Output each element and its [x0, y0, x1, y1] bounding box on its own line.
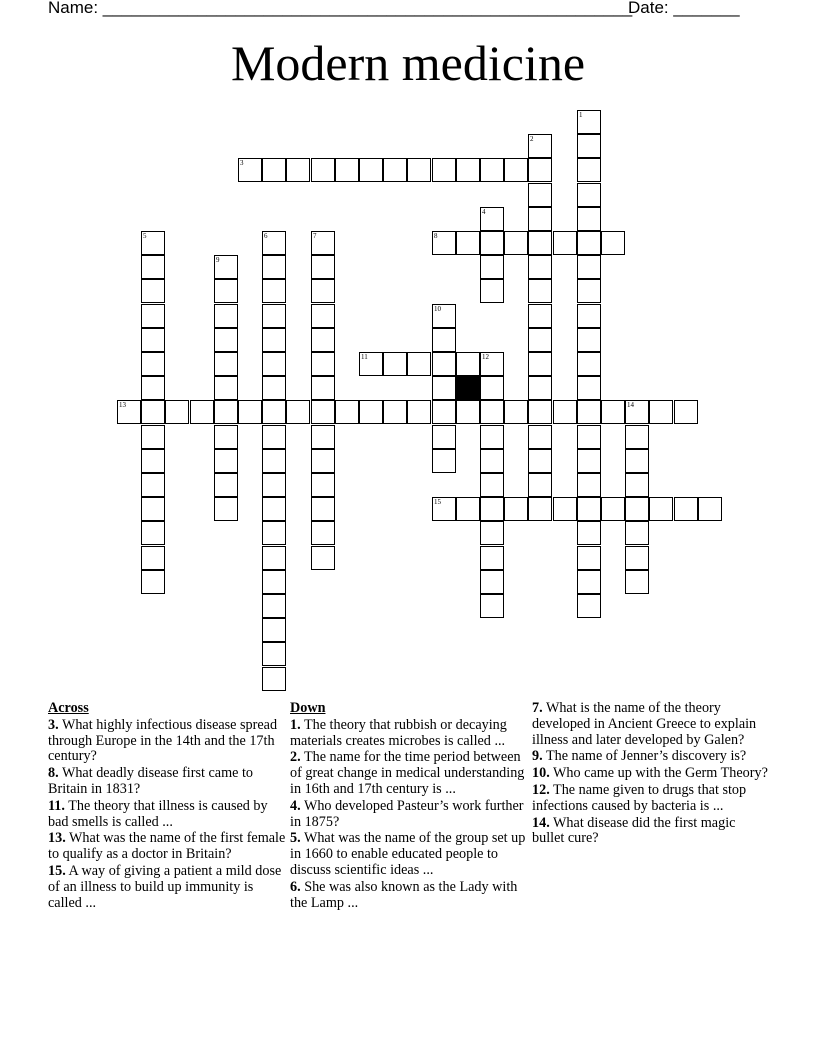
grid-cell[interactable]	[577, 376, 601, 400]
grid-cell[interactable]	[577, 183, 601, 207]
grid-cell[interactable]	[528, 376, 552, 400]
grid-cell[interactable]	[214, 425, 238, 449]
grid-cell[interactable]	[528, 231, 552, 255]
grid-cell[interactable]	[141, 304, 165, 328]
grid-cell[interactable]	[432, 304, 456, 328]
clue-number: 2	[530, 135, 534, 143]
clue-number: 7	[313, 232, 317, 240]
grid-cell[interactable]	[577, 546, 601, 570]
grid-cell[interactable]	[456, 158, 480, 182]
grid-cell[interactable]	[311, 376, 335, 400]
grid-cell[interactable]	[577, 473, 601, 497]
down-clue-1: 1. The theory that rubbish or decaying materials creates microbes is called ...	[290, 716, 507, 749]
grid-cell[interactable]	[311, 546, 335, 570]
grid-cell[interactable]	[528, 449, 552, 473]
grid-cell[interactable]	[649, 400, 673, 424]
grid-cell[interactable]	[262, 449, 286, 473]
grid-cell[interactable]	[238, 158, 262, 182]
grid-cell[interactable]	[528, 425, 552, 449]
grid-cell[interactable]	[262, 521, 286, 545]
grid-cell[interactable]	[601, 497, 625, 521]
grid-cell[interactable]	[577, 521, 601, 545]
down-heading: Down	[290, 700, 326, 716]
grid-cell[interactable]	[311, 352, 335, 376]
down-clue-5: 5. What was the name of the group set up in 1660 to enable educated people to discuss scientific ideas ...	[290, 830, 526, 878]
grid-cell[interactable]	[577, 279, 601, 303]
grid-cell[interactable]	[214, 352, 238, 376]
grid-cell[interactable]	[214, 400, 238, 424]
grid-cell[interactable]	[141, 497, 165, 521]
grid-cell[interactable]	[528, 255, 552, 279]
grid-cell[interactable]	[262, 328, 286, 352]
grid-cell[interactable]	[456, 352, 480, 376]
grid-cell[interactable]	[359, 158, 383, 182]
grid-cell[interactable]	[577, 158, 601, 182]
grid-cell[interactable]	[577, 449, 601, 473]
grid-cell[interactable]	[577, 352, 601, 376]
grid-cell[interactable]	[141, 546, 165, 570]
grid-cell[interactable]	[528, 183, 552, 207]
grid-cell[interactable]	[262, 400, 286, 424]
grid-cell[interactable]	[141, 279, 165, 303]
clue-number: 3	[240, 159, 244, 167]
grid-cell[interactable]	[577, 304, 601, 328]
clue-number: 9	[216, 256, 220, 264]
grid-cell[interactable]	[117, 400, 141, 424]
grid-cell[interactable]	[311, 279, 335, 303]
across-clues	[48, 701, 286, 912]
grid-cell[interactable]	[141, 328, 165, 352]
grid-cell[interactable]	[625, 473, 649, 497]
grid-cell[interactable]	[383, 352, 407, 376]
across-clue-11: 11. The theory that illness is caused by bad smells is called ...	[48, 797, 268, 830]
grid-cell[interactable]	[577, 255, 601, 279]
grid-cell[interactable]	[262, 279, 286, 303]
grid-cell[interactable]	[335, 400, 359, 424]
grid-cell[interactable]	[311, 425, 335, 449]
grid-cell[interactable]	[480, 497, 504, 521]
grid-cell[interactable]	[480, 594, 504, 618]
black-square	[456, 376, 480, 400]
down-clue-12: 12. The name given to drugs that stop infections caused by bacteria is ...	[532, 781, 747, 814]
grid-cell[interactable]	[553, 497, 577, 521]
grid-cell[interactable]	[432, 231, 456, 255]
clue-number: 5	[143, 232, 147, 240]
grid-cell[interactable]	[528, 352, 552, 376]
grid-cell[interactable]	[528, 497, 552, 521]
grid-cell[interactable]	[504, 158, 528, 182]
clue-number: 11	[361, 353, 368, 361]
across-clue-15: 15. A way of giving a patient a mild dose of an illness to build up immunity is called ...	[48, 862, 282, 911]
grid-cell[interactable]	[311, 304, 335, 328]
across-clue-8: 8. What deadly disease first came to Britain in 1831?	[48, 765, 253, 797]
grid-cell[interactable]	[383, 158, 407, 182]
grid-cell[interactable]	[407, 352, 431, 376]
grid-cell[interactable]	[214, 279, 238, 303]
grid-cell[interactable]	[141, 570, 165, 594]
clue-number: 10	[434, 305, 441, 313]
across-clue-3: 3. What highly infectious disease spread through Europe in the 14th and the 17th century?	[48, 716, 278, 765]
grid-cell[interactable]	[432, 158, 456, 182]
down-clues-1	[290, 701, 528, 912]
grid-cell[interactable]	[141, 425, 165, 449]
grid-cell[interactable]	[311, 255, 335, 279]
grid-cell[interactable]	[311, 497, 335, 521]
grid-cell[interactable]	[528, 304, 552, 328]
grid-cell[interactable]	[262, 667, 286, 691]
grid-cell[interactable]	[286, 400, 310, 424]
grid-cell[interactable]	[262, 594, 286, 618]
grid-cell[interactable]	[577, 207, 601, 231]
grid-cell[interactable]	[311, 449, 335, 473]
grid-cell[interactable]	[214, 449, 238, 473]
grid-cell[interactable]	[601, 400, 625, 424]
grid-cell[interactable]	[577, 231, 601, 255]
clue-number: 12	[482, 353, 489, 361]
grid-cell[interactable]	[625, 449, 649, 473]
grid-cell[interactable]	[335, 158, 359, 182]
grid-cell[interactable]	[165, 400, 189, 424]
grid-cell[interactable]	[480, 521, 504, 545]
grid-cell[interactable]	[480, 352, 504, 376]
grid-cell[interactable]	[649, 497, 673, 521]
down-clue-4: 4. Who developed Pasteur’s work further in 1875?	[290, 797, 524, 830]
grid-cell[interactable]	[214, 255, 238, 279]
clue-number: 4	[482, 208, 486, 216]
grid-cell[interactable]	[141, 473, 165, 497]
grid-cell[interactable]	[601, 231, 625, 255]
grid-cell[interactable]	[262, 255, 286, 279]
grid-cell[interactable]	[141, 449, 165, 473]
grid-cell[interactable]	[214, 376, 238, 400]
grid-cell[interactable]	[480, 546, 504, 570]
grid-cell[interactable]	[311, 521, 335, 545]
grid-cell[interactable]	[311, 231, 335, 255]
clue-number: 1	[579, 111, 583, 119]
grid-cell[interactable]	[625, 425, 649, 449]
grid-cell[interactable]	[480, 376, 504, 400]
grid-cell[interactable]	[504, 231, 528, 255]
grid-cell[interactable]	[262, 158, 286, 182]
grid-cell[interactable]	[286, 158, 310, 182]
grid-cell[interactable]	[432, 497, 456, 521]
down-clue-7: 7. What is the name of the theory developed in Ancient Greece to explain illness and later developed by Galen?	[532, 700, 757, 748]
grid-cell[interactable]	[407, 400, 431, 424]
grid-cell[interactable]	[504, 497, 528, 521]
grid-cell[interactable]	[577, 497, 601, 521]
grid-cell[interactable]	[528, 328, 552, 352]
down-clues-2	[532, 701, 770, 848]
date-field-label: Date: _______	[628, 0, 740, 17]
grid-cell[interactable]	[311, 158, 335, 182]
grid-cell[interactable]	[214, 304, 238, 328]
grid-cell[interactable]	[577, 400, 601, 424]
grid-cell[interactable]	[528, 134, 552, 158]
grid-cell[interactable]	[238, 400, 262, 424]
grid-cell[interactable]	[311, 328, 335, 352]
grid-cell[interactable]	[262, 376, 286, 400]
grid-cell[interactable]	[359, 400, 383, 424]
grid-cell[interactable]	[698, 497, 722, 521]
grid-cell[interactable]	[432, 449, 456, 473]
grid-cell[interactable]	[577, 134, 601, 158]
grid-cell[interactable]	[674, 497, 698, 521]
grid-cell[interactable]	[625, 400, 649, 424]
grid-cell[interactable]	[190, 400, 214, 424]
grid-cell[interactable]	[262, 352, 286, 376]
grid-cell[interactable]	[577, 110, 601, 134]
down-clue-6: 6. She was also known as the Lady with the Lamp ...	[290, 878, 518, 911]
grid-cell[interactable]	[456, 497, 480, 521]
clue-number: 6	[264, 232, 268, 240]
grid-cell[interactable]	[407, 158, 431, 182]
grid-cell[interactable]	[625, 521, 649, 545]
name-field-label: Name: ________________________________________________________	[48, 0, 633, 17]
grid-cell[interactable]	[528, 400, 552, 424]
grid-cell[interactable]	[480, 255, 504, 279]
grid-cell[interactable]	[311, 400, 335, 424]
grid-cell[interactable]	[141, 231, 165, 255]
across-heading: Across	[48, 700, 89, 716]
grid-cell[interactable]	[456, 231, 480, 255]
grid-cell[interactable]	[141, 376, 165, 400]
grid-cell[interactable]	[480, 158, 504, 182]
down-clue-2: 2. The name for the time period between of great change in medical understanding in 16th and 17th century is ...	[290, 749, 525, 797]
grid-cell[interactable]	[432, 400, 456, 424]
grid-cell[interactable]	[432, 328, 456, 352]
grid-cell[interactable]	[553, 400, 577, 424]
grid-cell[interactable]	[577, 594, 601, 618]
grid-cell[interactable]	[625, 546, 649, 570]
grid-cell[interactable]	[141, 255, 165, 279]
down-clue-10: 10. Who came up with the Germ Theory?	[532, 765, 768, 782]
grid-cell[interactable]	[262, 546, 286, 570]
grid-cell[interactable]	[577, 328, 601, 352]
grid-cell[interactable]	[528, 473, 552, 497]
grid-cell[interactable]	[480, 425, 504, 449]
grid-cell[interactable]	[456, 400, 480, 424]
page-title: Modern medicine	[230, 35, 586, 91]
grid-cell[interactable]	[262, 497, 286, 521]
grid-cell[interactable]	[432, 425, 456, 449]
grid-cell[interactable]	[480, 473, 504, 497]
grid-cell[interactable]	[214, 497, 238, 521]
grid-cell[interactable]	[553, 231, 577, 255]
clue-number: 8	[434, 232, 438, 240]
grid-cell[interactable]	[262, 570, 286, 594]
grid-cell[interactable]	[480, 207, 504, 231]
grid-cell[interactable]	[262, 618, 286, 642]
grid-cell[interactable]	[141, 521, 165, 545]
clue-number: 14	[627, 401, 634, 409]
grid-cell[interactable]	[311, 473, 335, 497]
grid-cell[interactable]	[262, 304, 286, 328]
grid-cell[interactable]	[262, 642, 286, 666]
down-clue-14: 14. What disease did the first magic bullet cure?	[532, 814, 736, 847]
grid-cell[interactable]	[625, 497, 649, 521]
down-clue-9: 9. The name of Jenner’s discovery is?	[532, 748, 747, 765]
grid-cell[interactable]	[432, 352, 456, 376]
grid-cell[interactable]	[432, 376, 456, 400]
grid-cell[interactable]	[577, 425, 601, 449]
grid-cell[interactable]	[141, 352, 165, 376]
grid-cell[interactable]	[214, 473, 238, 497]
grid-cell[interactable]	[480, 570, 504, 594]
clue-number: 15	[434, 498, 441, 506]
grid-cell[interactable]	[504, 400, 528, 424]
grid-cell[interactable]	[528, 158, 552, 182]
grid-cell[interactable]	[577, 570, 601, 594]
grid-cell[interactable]	[141, 400, 165, 424]
grid-cell[interactable]	[528, 279, 552, 303]
grid-cell[interactable]	[480, 279, 504, 303]
grid-cell[interactable]	[383, 400, 407, 424]
grid-cell[interactable]	[625, 570, 649, 594]
grid-cell[interactable]	[480, 400, 504, 424]
grid-cell[interactable]	[262, 231, 286, 255]
grid-cell[interactable]	[359, 352, 383, 376]
grid-cell[interactable]	[674, 400, 698, 424]
grid-cell[interactable]	[262, 473, 286, 497]
grid-cell[interactable]	[480, 449, 504, 473]
grid-cell[interactable]	[262, 425, 286, 449]
across-clue-13: 13. What was the name of the first female to qualify as a doctor in Britain?	[48, 830, 286, 863]
grid-cell[interactable]	[528, 207, 552, 231]
clue-number: 13	[119, 401, 126, 409]
grid-cell[interactable]	[214, 328, 238, 352]
grid-cell[interactable]	[480, 231, 504, 255]
